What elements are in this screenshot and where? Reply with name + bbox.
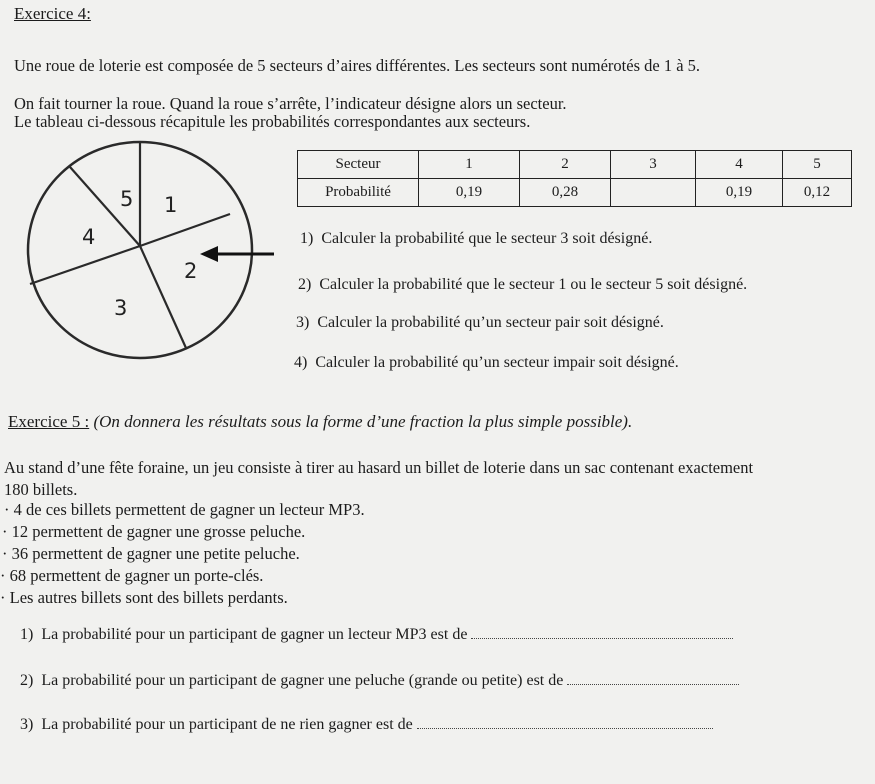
table-cell-empty [611,179,696,207]
answer-blank-3[interactable] [417,727,713,729]
lottery-wheel-diagram [26,138,286,363]
table-cell: 0,12 [783,179,852,207]
ex4-paragraph-3: Le tableau ci-dessous récapitule les probabilités correspondantes aux secteurs. [14,112,531,131]
table-row-sectors [298,151,852,179]
wheel-label-5: 5 [120,187,134,211]
wheel-label-1: 1 [164,193,178,217]
ex5-bullet-2: · 12 permettent de gagner une grosse peluche. [2,522,306,541]
ex5-question-1 [20,626,733,644]
table-cell: 5 [783,151,852,179]
table-cell: Probabilité [298,179,419,207]
wheel-divider-3 [140,214,230,246]
ex5-intro-line-2: 180 billets. [4,480,78,499]
table-cell: Secteur [298,151,419,179]
wheel-label-4: 4 [82,225,96,249]
ex4-question-3: 3) Calculer la probabilité qu’un secteur pair soit désigné. [296,314,664,331]
ex5-bullet-4: · 68 permettent de gagner un porte-clés. [0,566,264,585]
exercise-5-heading [8,412,632,432]
table-cell: 0,28 [520,179,611,207]
exercise-4-title: Exercice 4: [14,4,91,23]
exercise-5-title: Exercice 5 : [8,412,90,431]
ex4-paragraph-1: Une roue de loterie est composée de 5 secteurs d’aires différentes. Les secteurs sont numérotés de 1 à 5. [14,56,701,75]
table-cell: 3 [611,151,696,179]
ex5-intro-line-1: Au stand d’une fête foraine, un jeu consiste à tirer au hasard un billet de loterie dans un sac contenant exactement [4,458,754,477]
ex5-bullet-1: · 4 de ces billets permettent de gagner un lecteur MP3. [4,500,365,519]
ex4-question-2: 2) Calculer la probabilité que le secteur 1 ou le secteur 5 soit désigné. [298,276,748,293]
table-cell: 0,19 [419,179,520,207]
probability-table [297,150,852,207]
ex4-paragraph-2: On fait tourner la roue. Quand la roue s’arrête, l’indicateur désigne alors un secteur. [14,94,567,113]
answer-blank-2[interactable] [567,683,739,685]
ex4-question-4: 4) Calculer la probabilité qu’un secteur impair soit désigné. [294,354,679,371]
ex5-question-2 [20,672,739,690]
wheel-divider-4 [140,246,186,348]
ex4-question-1: 1) Calculer la probabilité que le secteur 3 soit désigné. [300,230,653,247]
table-cell: 1 [419,151,520,179]
exercise-5-subtitle: (On donnera les résultats sous la forme d’une fraction la plus simple possible). [93,412,633,431]
ex5-question-1-text: 1) La probabilité pour un participant de gagner un lecteur MP3 est de [20,626,468,643]
ex5-question-3 [20,716,713,734]
wheel-divider-5 [30,246,140,284]
table-cell: 2 [520,151,611,179]
pointer-arrow-icon [200,246,274,262]
ex5-bullet-5: · Les autres billets sont des billets perdants. [0,588,288,607]
table-cell: 4 [696,151,783,179]
table-cell: 0,19 [696,179,783,207]
answer-blank-1[interactable] [471,637,733,639]
table-row-probabilities [298,179,852,207]
wheel-label-3: 3 [114,296,128,320]
ex5-question-3-text: 3) La probabilité pour un participant de ne rien gagner est de [20,716,413,733]
ex5-bullet-3: · 36 permettent de gagner une petite peluche. [2,544,300,563]
ex5-question-2-text: 2) La probabilité pour un participant de gagner une peluche (grande ou petite) est de [20,672,564,689]
wheel-label-2: 2 [184,259,198,283]
